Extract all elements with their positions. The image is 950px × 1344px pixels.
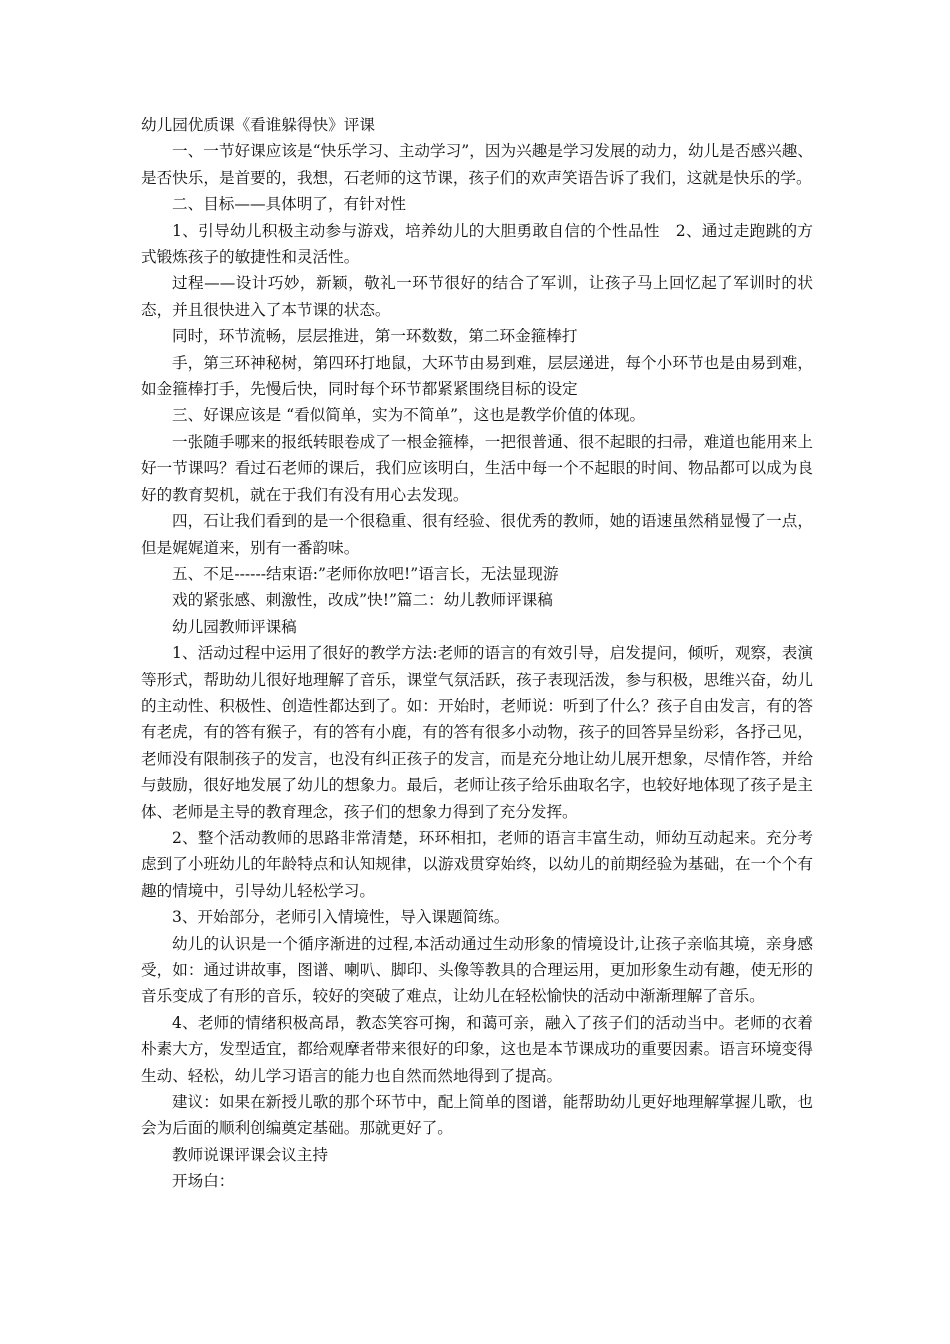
paragraph: 幼儿的认识是一个循序渐进的过程,本活动通过生动形象的情境设计,让孩子亲临其境，亲身感受，如：通过讲故事，图谱、喇叭、脚印、头像等教具的合理运用，更加形象生动有趣，使无形的音乐变成了有形的音乐，较好的突破了难点，让幼儿在轻松愉快的活动中渐渐理解了音乐。 xyxy=(141,934,813,1006)
document-body xyxy=(141,112,813,1195)
section-heading: 二、目标——具体明了，有针对性 xyxy=(172,195,406,214)
paragraph: 同时，环节流畅，层层推进，第一环数数，第二环金箍棒打 xyxy=(172,327,578,346)
paragraph: 3、开始部分，老师引入情境性，导入课题简练。 xyxy=(172,908,510,927)
document-title: 幼儿园优质课《看谁躲得快》评课 xyxy=(141,116,375,134)
paragraph: 1、活动过程中运用了很好的教学方法:老师的语言的有效引导，启发提问，倾听，观察，表演等形式，帮助幼儿很好地理解了音乐，课堂气氛活跃，孩子表现活泼，参与积极，思维兴奋，幼儿的主动性、积极性、创造性都达到了。如：开始时，老师说：听到了什么？孩子自由发言，有的答有老虎，有的答有猴子，有的答有小鹿，有的答有很多小动物，孩子的回答异呈纷彩，各抒己见，老师没有限制孩子的发言，也没有纠正孩子的发言，而是充分地让幼儿展开想象，尽情作答，并给与鼓励，很好地发展了幼儿的想象力。最后，老师让孩子给乐曲取名字，也较好地体现了孩子是主体、老师是主导的教育理念，孩子们的想象力得到了充分发挥。 xyxy=(141,644,813,821)
paragraph: 2、整个活动教师的思路非常清楚，环环相扣，老师的语言丰富生动，师幼互动起来。充分考虑到了小班幼儿的年龄特点和认知规律，以游戏贯穿始终，以幼儿的前期经验为基础，在一个个有趣的情境中，引导幼儿轻松学习。 xyxy=(141,828,813,900)
paragraph: 建议：如果在新授儿歌的那个环节中，配上简单的图谱，能帮助幼儿更好地理解掌握儿歌，也会为后面的顺利创编奠定基础。那就更好了。 xyxy=(141,1093,813,1138)
section-heading: 三、好课应该是 “看似简单，实为不简单”，这也是教学价值的体现。 xyxy=(172,406,646,425)
paragraph: 4、老师的情绪积极高昂，教态笑容可掬，和蔼可亲，融入了孩子们的活动当中。老师的衣着朴素大方，发型适宜，都给观摩者带来很好的印象，这也是本节课成功的重要因素。语言环境变得生动、轻松，幼儿学习语言的能力也自然而然地得到了提高。 xyxy=(141,1013,813,1085)
paragraph: 四，石让我们看到的是一个很稳重、很有经验、很优秀的教师，她的语速虽然稍显慢了一点，但是娓娓道来，别有一番韵味。 xyxy=(141,512,813,557)
paragraph: 五、不足------结束语:”老师你放吧!”语言长，无法显现游 xyxy=(172,564,559,583)
paragraph: 一、一节好课应该是“快乐学习、主动学习”，因为兴趣是学习发展的动力，幼儿是否感兴趣、是否快乐，是首要的，我想，石老师的这节课，孩子们的欢声笑语告诉了我们，这就是快乐的学。 xyxy=(141,142,813,187)
paragraph: 1、引导幼儿积极主动参与游戏，培养幼儿的大胆勇敢自信的个性品性 2、通过走跑跳的方式锻炼孩子的敏捷性和灵活性。 xyxy=(141,221,813,267)
section-heading: 教师说课评课会议主持 xyxy=(172,1145,328,1164)
paragraph: 一张随手哪来的报纸转眼卷成了一根金箍棒，一把很普通、很不起眼的扫帚，难道也能用来上好一节课吗？看过石老师的课后，我们应该明白，生活中每一个不起眼的时间、物品都可以成为良好的教育契机，就在于我们有没有用心去发现。 xyxy=(141,432,813,504)
paragraph: 戏的紧张感、刺激性，改成”快!”篇二：幼儿教师评课稿 xyxy=(172,591,553,610)
paragraph: 手，第三环神秘树，第四环打地鼠，大环节由易到难，层层递进，每个小环节也是由易到难，如金箍棒打手，先慢后快，同时每个环节都紧紧围绕目标的设定 xyxy=(141,353,813,399)
paragraph: 开场白： xyxy=(172,1172,235,1191)
paragraph: 过程——设计巧妙，新颖，敬礼一环节很好的结合了军训，让孩子马上回忆起了军训时的状态，并且很快进入了本节课的状态。 xyxy=(141,274,813,319)
section-heading: 幼儿园教师评课稿 xyxy=(172,617,297,636)
